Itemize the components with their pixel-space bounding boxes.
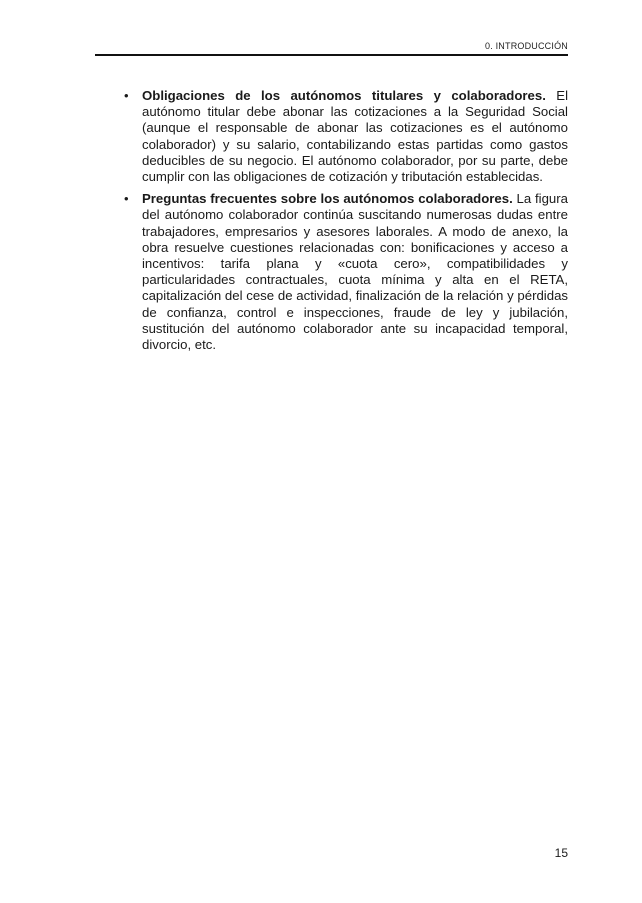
bullet-item-obligaciones (122, 88, 568, 185)
bullet-lead: Obligaciones de los autónomos titulares y colaboradores. (142, 88, 546, 103)
bullet-marker: • (124, 191, 129, 207)
main-content (122, 88, 568, 359)
bullet-marker: • (124, 88, 129, 103)
running-header: 0. INTRODUCCIÓN (484, 41, 568, 51)
bullet-item-preguntas (122, 191, 568, 353)
page-number: 15 (554, 846, 568, 860)
bullet-lead: Preguntas frecuentes sobre los autónomos colaboradores. (142, 191, 513, 207)
header-rule (95, 54, 568, 56)
bullet-text: La figura del autónomo colaborador continúa suscitando numerosas dudas entre trabajadores, empresarios y asesores laborales. A modo de anexo, la obra resuelve cuestiones relacionadas con: bonificaciones y acceso a incentivos: tarifa plana y «cuota cero», compatibilidades y particularidades contractuales, cuota mínima y alta en el RETA, capitalización del cese de actividad, finalización de la relación y pérdidas de confianza, control e inspecciones, fraude de ley y jubilación, sustitución del autónomo colaborador ante su incapacidad temporal, divorcio, etc. (142, 191, 568, 353)
bullet-text: El autónomo titular debe abonar las cotizaciones a la Seguridad Social (aunque el responsable de abonar las cotizaciones es el autónomo colaborador) y su salario, contabilizando estas partidas como gastos deducibles de su negocio. El autónomo colaborador, por su parte, debe cumplir con las obligaciones de cotización y tributación establecidas. (142, 88, 568, 185)
